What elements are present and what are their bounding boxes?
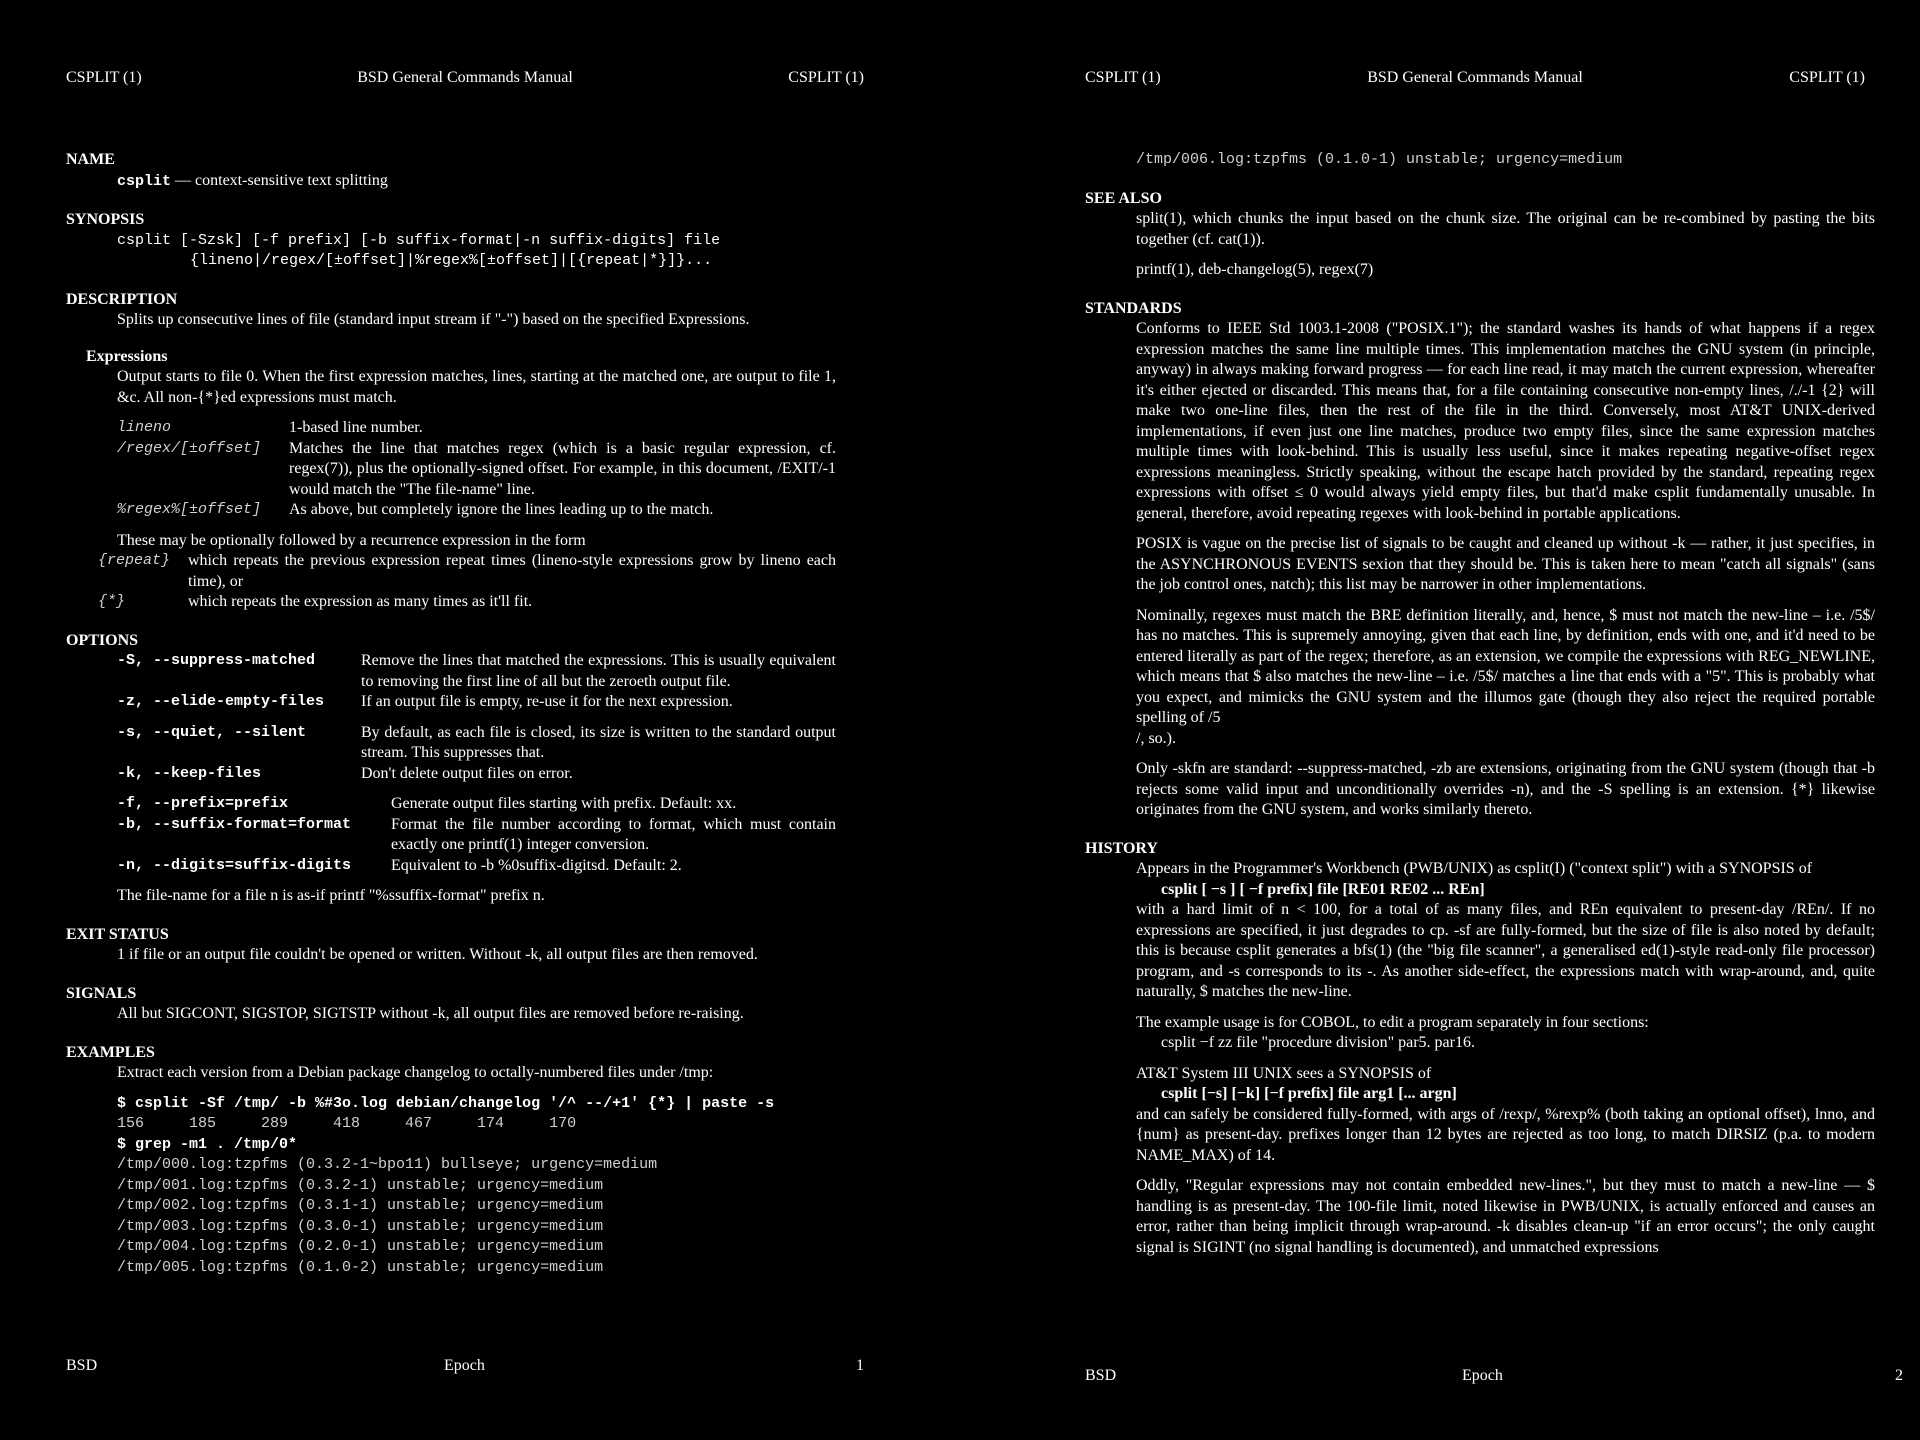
option-def: By default, as each file is closed, its size is written to the standard output stream. This suppresses that. [361, 723, 836, 761]
section-heading-examples: EXAMPLES [66, 1043, 155, 1061]
header-left: CSPLIT (1) [66, 69, 142, 86]
option-term: -b, --suffix-format=format [117, 815, 352, 833]
exit-status-text: 1 if file or an output file couldn't be opened or written. Without -k, all output files are then removed. [117, 946, 758, 963]
filename-text: The file-name for a file n is as-if printf "%ssuffix-format" prefix n. [117, 887, 545, 904]
option-term: -n, --digits=suffix-digits [117, 856, 352, 874]
example-output-line: /tmp/005.log:tzpfms (0.1.0-2) unstable; urgency=medium [117, 1258, 604, 1276]
see-also-refs: printf(1), deb-changelog(5), regex(7) [1136, 261, 1374, 278]
option-def: Format the file number according to format, which must contain exactly one printf(1) integer conversion. [391, 815, 836, 853]
example-output-line: /tmp/001.log:tzpfms (0.3.2-1) unstable; urgency=medium [117, 1176, 604, 1194]
example-output-1: 156 185 289 418 467 174 170 [117, 1115, 577, 1132]
option-term: -z, --elide-empty-files [117, 693, 325, 710]
header-center: BSD General Commands Manual [357, 69, 573, 86]
name-line: csplit — context-sensitive text splitting [117, 171, 388, 190]
option-term: -k, --keep-files [117, 764, 262, 782]
recurrence-text: These may be optionally followed by a recurrence expression in the form [117, 531, 586, 549]
example-output-line: /tmp/000.log:tzpfms (0.3.2-1~bpo11) bullseye; urgency=medium [117, 1156, 658, 1173]
header-right: CSPLIT (1) [1789, 69, 1865, 86]
synopsis-line-2: {lineno|/regex/[±offset]|%regex%[±offset]|[{repeat|*}]}... [190, 252, 713, 269]
signals-text: All but SIGCONT, SIGSTOP, SIGTSTP without -k, all output files are removed before re-raising. [117, 1005, 744, 1022]
see-also-text: split(1), which chunks the input based on the chunk size. The original can be re-combined by pasting the bits together (cf. cat(1)). [1136, 210, 1875, 248]
section-heading-name: NAME [66, 151, 115, 168]
example-command-2: $ grep -m1 . /tmp/0* [117, 1135, 298, 1153]
option-def: Remove the lines that matched the expressions. This is usually equivalent to removing the first line of all but the zeroeth output file. [361, 652, 836, 690]
options-table-a [117, 651, 836, 713]
history-example: csplit −f zz file "procedure division" par5. par16. [1161, 1034, 1475, 1051]
expressions-table [117, 418, 836, 521]
option-def: If an output file is empty, re-use it for the next expression. [361, 693, 733, 710]
example-output-line: /tmp/002.log:tzpfms (0.3.1-1) unstable; urgency=medium [117, 1197, 604, 1214]
description-text: Splits up consecutive lines of file (standard input stream if "-") based on the specified Expressions. [117, 311, 750, 328]
option-def: Equivalent to -b %0suffix-digitsd. Default: 2. [391, 856, 682, 874]
recur-term: {*} [98, 593, 126, 610]
page-body [66, 150, 836, 1278]
option-term: -S, --suppress-matched [117, 652, 316, 669]
expressions-text: Output starts to file 0. When the first expression matches, lines, starting at the matched one, are output to file 1, &c. All non-{*}ed expressions must match. [117, 368, 836, 406]
standards-paragraph-3-end: /, so.). [1136, 729, 1176, 747]
section-heading-standards: STANDARDS [1085, 299, 1182, 317]
header-center: BSD General Commands Manual [1367, 69, 1583, 86]
standards-paragraph-1: Conforms to IEEE Std 1003.1-2008 ("POSIX.1"); the standard washes its hands of what happens if a regex expression matches the same line multiple times. This implementation matches the GNU system (in principle, anyway) in always making forward progress — for each line read, it may match the current expression, whereafter it's either ejected or discarded. This means that, for a file containing consecutive non-empty lines, /./-1 {2} will make two one-line files, then the rest of the file in the third. Conversely, most AT&T UNIX-derived implementations, if even just one line matches, produce two empty files, since the same expression matches multiple times with look-behind. This is usually less useful, since it makes repeating negative-offset regex expressions meaningless. Strictly speaking, without the escape hatch provided by the standard, repeating regex expressions with offset ≤ 0 would always yield empty files, but that'd make csplit fundamentally unusable. In general, therefore, avoid repeating regexes with look-behind in portable applications. [1136, 320, 1875, 522]
man-page-2 [1019, 0, 1920, 1440]
history-synopsis-1: csplit [ −s ] [ −f prefix] file [RE01 RE02 ... REn] [1161, 880, 1485, 898]
option-def: Don't delete output files on error. [361, 764, 573, 782]
section-heading-see-also: SEE ALSO [1085, 189, 1162, 207]
section-heading-signals: SIGNALS [66, 984, 137, 1002]
continued-output-line: /tmp/006.log:tzpfms (0.1.0-1) unstable; urgency=medium [1136, 151, 1623, 168]
footer-left: BSD [1085, 1367, 1117, 1384]
history-paragraph-1b: with a hard limit of n < 100, for a total of as many files, and REn equivalent to present-day /REn/. If no expressions are specified, it just degrades to cp. -sf are fully-formed, but the size of file is also noted by default; this is because csplit generates a bfs(1) (the "big file scanner", a generalised ed(1)-style read-only file processor) program, and -s corresponds to its -. As another side-effect, the expressions match with wrap-around, and, quite naturally, $ matches the new-line. [1136, 901, 1875, 1000]
options-table-c [117, 794, 836, 876]
example-output-line: /tmp/004.log:tzpfms (0.2.0-1) unstable; urgency=medium [117, 1238, 604, 1255]
history-paragraph-4: Oddly, "Regular expressions may not contain embedded new-lines.", but they must to match a new-line — $ handling is as present-day. The 100-file limit, noted likewise in PWB/UNIX, is actually enforced and causes an error, rather than being implicit through wrap-around. -k disables clean-up "if an error occurs"; the only caught signal is SIGINT (no signal handling is documented), and unmatched expressions [1136, 1177, 1875, 1256]
recur-def: which repeats the expression as many times as it'll fit. [188, 593, 533, 610]
expr-term: %regex%[±offset] [117, 501, 262, 518]
example-command-1: $ csplit -Sf /tmp/ -b %#3o.log debian/changelog '/^ --/+1' {*} | paste -s [117, 1094, 775, 1112]
history-paragraph-3a: AT&T System III UNIX sees a SYNOPSIS of [1136, 1064, 1432, 1082]
footer-center: Epoch [444, 1357, 485, 1374]
page-body [1085, 150, 1875, 1258]
footer-page-number: 1 [856, 1357, 864, 1374]
standards-paragraph-4: Only -skfn are standard: --suppress-matched, -zb are extensions, originating from the GNU system (though that -b rejects some valid input and unconditionally overrides -n), and the -S spelling is an extension. {*} likewise originates from the GNU system, and works similarly thereto. [1136, 760, 1875, 818]
header-right: CSPLIT (1) [788, 69, 864, 86]
standards-paragraph-3: Nominally, regexes must match the BRE definition literally, and, hence, $ must not match the new-line – i.e. /5$/ has no matches. This is supremely annoying, given that each line, by definition, ends with one, and it'd need to be entered literally as part of the regex; therefore, as an extension, we compile the expressions with REG_NEWLINE, which means that $ also matches the new-line – i.e. /5$/ matches a line that ends with a "5". This is probably what you expect, and mimicks the GNU system and the illumos gate (though they also reject the required portable spelling of /5 [1136, 606, 1875, 726]
option-term: -f, --prefix=prefix [117, 795, 289, 812]
section-heading-description: DESCRIPTION [66, 290, 178, 308]
recur-term: {repeat} [98, 552, 171, 569]
section-heading-synopsis: SYNOPSIS [66, 211, 145, 228]
expr-def: 1-based line number. [289, 419, 423, 436]
subsection-heading-expressions: Expressions [86, 347, 168, 365]
section-heading-exit-status: EXIT STATUS [66, 925, 169, 943]
option-def: Generate output files starting with prefix. Default: xx. [391, 795, 737, 812]
expr-def: Matches the line that matches regex (which is a basic regular expression, cf. regex(7)), plus the optionally-signed offset. For example, in this document, /EXIT/-1 would match the "The file-name" line. [289, 439, 836, 498]
history-paragraph-3b: and can safely be considered fully-formed, with args of /rexp/, %rexp% (both taking an optional offset), lnno, and {num} as present-day. prefixes longer than 12 bytes are rejected as too long, to match DIRSIZ (p.a. to modern NAME_MAX) of 14. [1136, 1105, 1875, 1164]
footer-page-number: 2 [1895, 1367, 1903, 1384]
example-output-line: /tmp/003.log:tzpfms (0.3.0-1) unstable; urgency=medium [117, 1217, 604, 1235]
example-code-block [117, 1094, 836, 1279]
expr-term: /regex/[±offset] [117, 439, 262, 457]
expr-term: lineno [117, 419, 172, 436]
footer-left: BSD [66, 1357, 98, 1374]
footer-center: Epoch [1462, 1367, 1503, 1384]
recurrence-table [98, 551, 836, 613]
header-left: CSPLIT (1) [1085, 69, 1161, 86]
section-heading-history: HISTORY [1085, 839, 1158, 857]
examples-text: Extract each version from a Debian package changelog to octally-numbered files under /tmp: [117, 1064, 714, 1081]
synopsis-line-1: csplit [-Szsk] [-f prefix] [-b suffix-format|-n suffix-digits] file [117, 231, 721, 249]
expr-def: As above, but completely ignore the lines leading up to the match. [289, 501, 714, 518]
recur-def: which repeats the previous expression repeat times (lineno-style expressions grow by lineno each time), or [188, 552, 836, 590]
option-term: -s, --quiet, --silent [117, 723, 307, 741]
standards-paragraph-2: POSIX is vague on the precise list of signals to be caught and cleaned up without -k — rather, it just specifies, in the ASYNCHRONOUS EVENTS sexion that they should be. This is taken here to mean "catch all signals" (sans the job control ones, natch); this list may be narrower in other implementations. [1136, 535, 1875, 593]
history-synopsis-2: csplit [−s] [−k] [−f prefix] file arg1 [... argn] [1161, 1085, 1457, 1102]
history-paragraph-1a: Appears in the Programmer's Workbench (PWB/UNIX) as csplit(I) ("context split") with a SYNOPSIS of [1136, 860, 1813, 877]
section-heading-options: OPTIONS [66, 631, 139, 649]
options-table-b [117, 723, 836, 785]
history-paragraph-2: The example usage is for COBOL, to edit a program separately in four sections: [1136, 1013, 1649, 1031]
